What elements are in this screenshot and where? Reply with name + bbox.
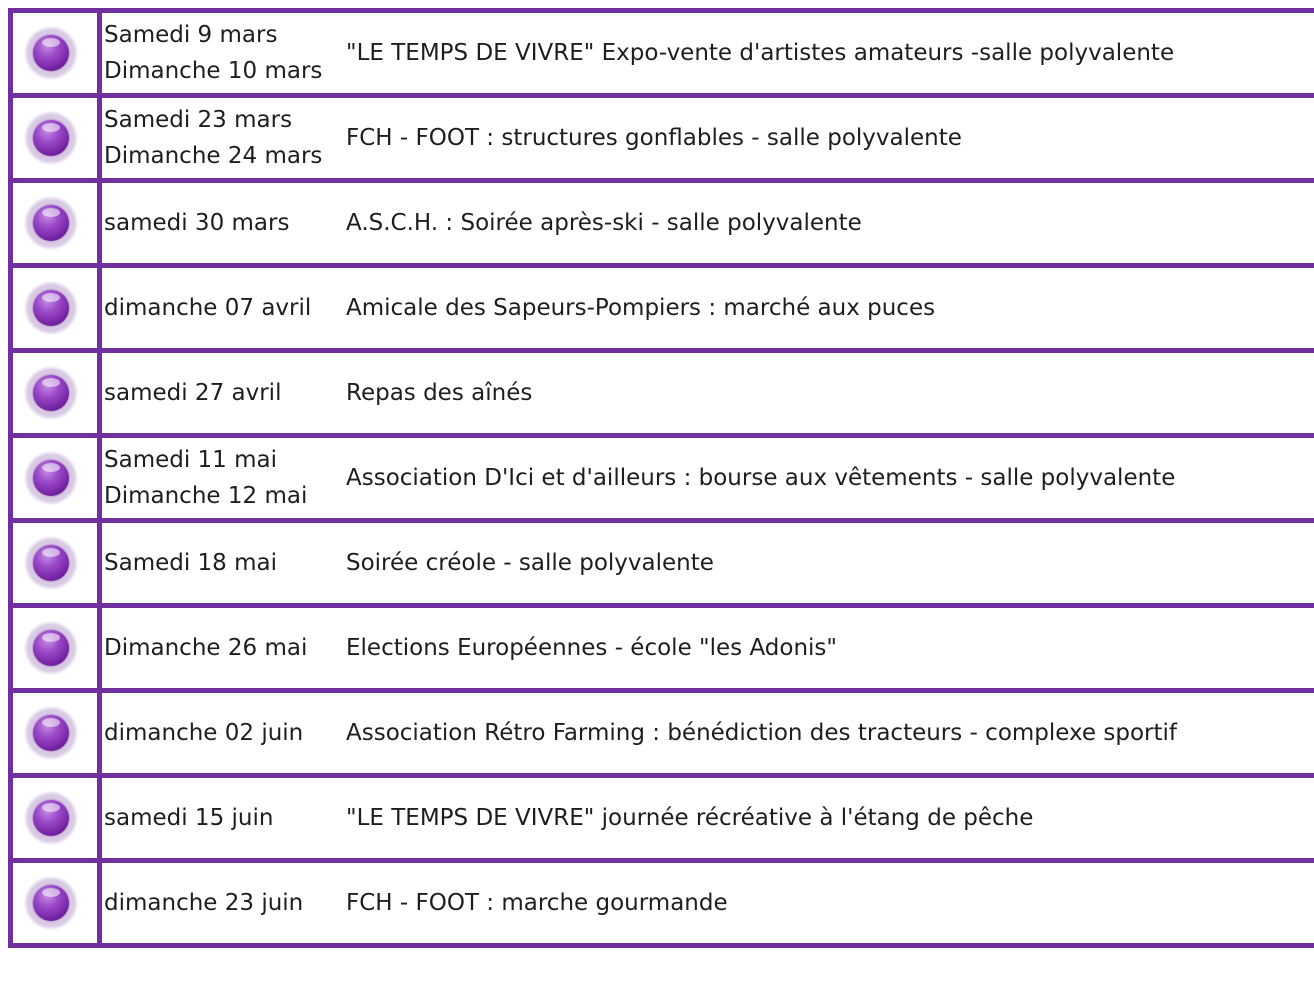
purple-orb-icon bbox=[24, 706, 78, 760]
event-date bbox=[104, 102, 346, 174]
events-table bbox=[8, 8, 1314, 948]
event-date bbox=[104, 290, 346, 326]
bullet-cell bbox=[11, 776, 100, 861]
event-description: "LE TEMPS DE VIVRE" Expo-vente d'artistes amateurs -salle polyvalente bbox=[346, 40, 1175, 66]
bullet-cell bbox=[11, 96, 100, 181]
event-row bbox=[11, 436, 1314, 521]
event-date-line: samedi 15 juin bbox=[104, 805, 274, 832]
event-description: Association D'Ici et d'ailleurs : bourse aux vêtements - salle polyvalente bbox=[346, 465, 1176, 491]
event-description: Repas des aînés bbox=[346, 380, 533, 407]
event-date-line: Samedi 9 mars bbox=[104, 22, 278, 48]
event-date-line: Dimanche 24 mars bbox=[104, 143, 323, 169]
event-description: FCH - FOOT : structures gonflables - salle polyvalente bbox=[346, 125, 962, 151]
event-date bbox=[104, 375, 346, 411]
event-row bbox=[11, 606, 1314, 691]
event-description: FCH - FOOT : marche gourmande bbox=[346, 890, 728, 917]
event-text-cell bbox=[100, 351, 1314, 436]
event-row bbox=[11, 96, 1314, 181]
purple-orb-icon bbox=[24, 791, 78, 845]
event-row bbox=[11, 181, 1314, 266]
event-date-line: samedi 30 mars bbox=[104, 210, 290, 237]
event-text-cell bbox=[100, 266, 1314, 351]
bullet-cell bbox=[11, 436, 100, 521]
bullet-cell bbox=[11, 11, 100, 96]
event-row bbox=[11, 11, 1314, 96]
event-row bbox=[11, 861, 1314, 946]
purple-orb-icon bbox=[24, 366, 78, 420]
event-date-line: dimanche 23 juin bbox=[104, 890, 304, 917]
event-date-line: Dimanche 12 mai bbox=[104, 483, 308, 509]
event-date bbox=[104, 630, 346, 666]
event-date-line: Samedi 18 mai bbox=[104, 550, 278, 577]
event-row bbox=[11, 266, 1314, 351]
event-row bbox=[11, 691, 1314, 776]
events-body bbox=[11, 11, 1314, 946]
event-date bbox=[104, 800, 346, 836]
event-description: Amicale des Sapeurs-Pompiers : marché aux puces bbox=[346, 295, 936, 322]
event-text-cell bbox=[100, 436, 1314, 521]
event-description: Soirée créole - salle polyvalente bbox=[346, 550, 714, 577]
purple-orb-icon bbox=[24, 536, 78, 590]
event-date bbox=[104, 17, 346, 89]
purple-orb-icon bbox=[24, 281, 78, 335]
event-date bbox=[104, 715, 346, 751]
event-description: Association Rétro Farming : bénédiction des tracteurs - complexe sportif bbox=[346, 720, 1178, 747]
event-row bbox=[11, 776, 1314, 861]
event-date-line: Samedi 11 mai bbox=[104, 447, 278, 473]
event-text-cell bbox=[100, 181, 1314, 266]
purple-orb-icon bbox=[24, 26, 78, 80]
event-date-line: Dimanche 10 mars bbox=[104, 58, 323, 84]
event-description: Elections Européennes - école "les Adonis" bbox=[346, 635, 837, 662]
event-text-cell bbox=[100, 861, 1314, 946]
event-description: A.S.C.H. : Soirée après-ski - salle polyvalente bbox=[346, 210, 862, 237]
purple-orb-icon bbox=[24, 451, 78, 505]
event-date-line: dimanche 07 avril bbox=[104, 295, 312, 322]
event-date bbox=[104, 545, 346, 581]
event-text-cell bbox=[100, 521, 1314, 606]
bullet-cell bbox=[11, 351, 100, 436]
event-date bbox=[104, 205, 346, 241]
bullet-cell bbox=[11, 266, 100, 351]
event-text-cell bbox=[100, 776, 1314, 861]
event-date bbox=[104, 442, 346, 514]
purple-orb-icon bbox=[24, 621, 78, 675]
event-description: "LE TEMPS DE VIVRE" journée récréative à l'étang de pêche bbox=[346, 805, 1034, 832]
bullet-cell bbox=[11, 521, 100, 606]
event-text-cell bbox=[100, 606, 1314, 691]
bullet-cell bbox=[11, 691, 100, 776]
event-text-cell bbox=[100, 96, 1314, 181]
event-text-cell bbox=[100, 11, 1314, 96]
event-date bbox=[104, 885, 346, 921]
bullet-cell bbox=[11, 181, 100, 266]
event-row bbox=[11, 351, 1314, 436]
event-text-cell bbox=[100, 691, 1314, 776]
purple-orb-icon bbox=[24, 876, 78, 930]
event-date-line: Samedi 23 mars bbox=[104, 107, 293, 133]
bullet-cell bbox=[11, 861, 100, 946]
purple-orb-icon bbox=[24, 111, 78, 165]
event-row bbox=[11, 521, 1314, 606]
bullet-cell bbox=[11, 606, 100, 691]
event-date-line: dimanche 02 juin bbox=[104, 720, 304, 747]
event-date-line: Dimanche 26 mai bbox=[104, 635, 308, 662]
event-date-line: samedi 27 avril bbox=[104, 380, 282, 407]
purple-orb-icon bbox=[24, 196, 78, 250]
